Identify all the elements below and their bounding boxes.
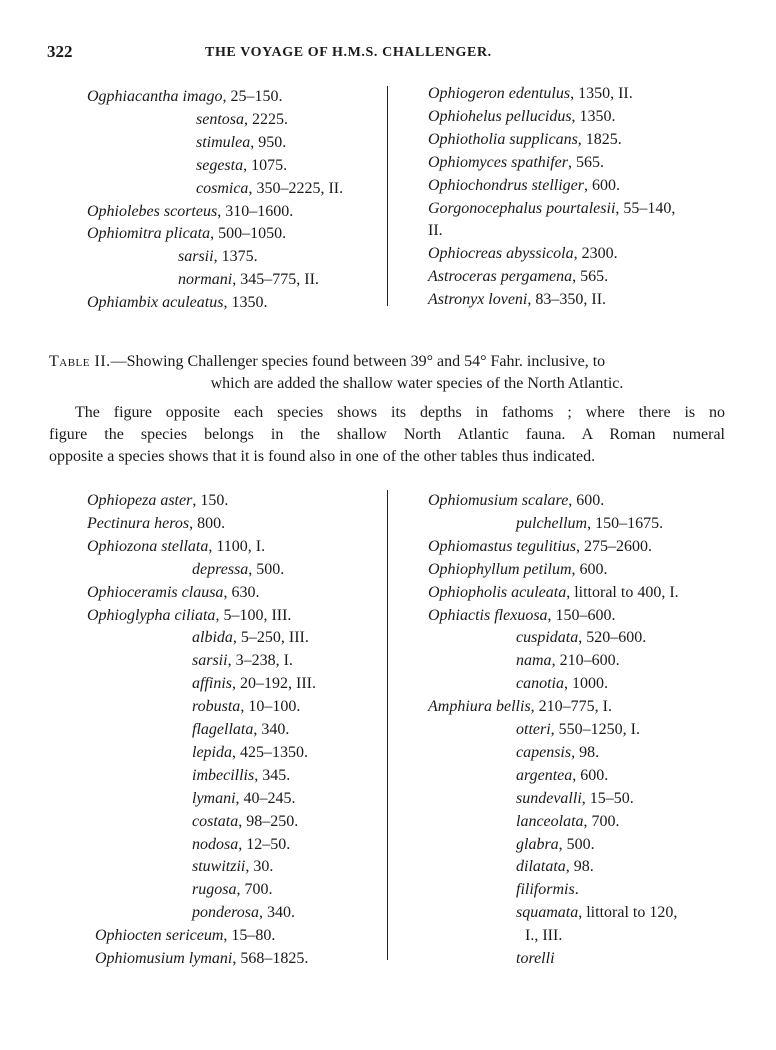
depth-range: 340. <box>261 721 290 738</box>
depth-range: 345. <box>262 766 291 784</box>
species-entry: canotia, 1000. <box>516 675 608 693</box>
species-name: stimulea <box>196 133 251 151</box>
species-name: sentosa <box>196 110 244 128</box>
species-entry: cosmica, 350–2225, II. <box>196 179 344 197</box>
genus-name: Ophiactis <box>428 606 491 624</box>
depth-range: 20–192, III. <box>240 675 316 693</box>
species-entry: capensis, 98. <box>516 743 600 761</box>
species-entry: Ophiomitra plicata, 500–1050. <box>87 225 287 243</box>
species-name: aculeata <box>511 583 567 601</box>
species-entry: lymani, 40–245. <box>192 789 296 807</box>
species-name: depressa <box>192 560 249 578</box>
species-name: squamata <box>516 904 579 922</box>
species-name: imago <box>182 88 223 105</box>
species-name: stuwitzii <box>192 858 246 876</box>
depth-range: 1350, II. <box>578 85 633 102</box>
depth-range: 1350. <box>231 294 268 312</box>
intro-line: opposite a species shows that it is found also in one of the other tables thus indicated. <box>49 448 596 465</box>
depth-range: 800. <box>197 514 226 532</box>
species-name: stelliger <box>531 176 584 194</box>
species-entry: Ophioceramis clausa, 630. <box>87 583 260 601</box>
species-name: cuspidata <box>516 629 579 647</box>
species-name: imbecillis <box>192 766 255 784</box>
species-name: aculeatus <box>162 294 224 312</box>
genus-name: Ophiolebes <box>87 202 160 220</box>
depth-range: 150. <box>200 492 229 509</box>
species-entry <box>428 220 443 242</box>
species-entry: pulchellum, 150–1675. <box>516 514 664 532</box>
species-entry: Ophiomyces spathifer, 565. <box>428 153 604 171</box>
intro-line: The figure opposite each species shows its depths in fathoms ; where there is no <box>75 404 725 421</box>
species-name: costata <box>192 812 239 830</box>
depth-range: 600. <box>576 492 605 509</box>
bottom-column-divider <box>387 490 388 960</box>
species-name: stellata <box>161 537 209 555</box>
depth-range: 500. <box>256 560 285 578</box>
species-entry: segesta, 1075. <box>196 156 288 174</box>
species-name: ciliata <box>174 606 216 624</box>
depth-range: 630. <box>231 583 260 601</box>
species-entry <box>516 948 555 970</box>
species-name: petilum <box>523 560 572 578</box>
table-label: Table II. <box>49 353 111 370</box>
depth-range: 600. <box>592 176 620 194</box>
depth-range: 98. <box>573 858 594 876</box>
genus-name: Ophiocten <box>95 927 162 945</box>
genus-name: Ogphiacantha <box>87 88 179 105</box>
species-entry: cuspidata, 520–600. <box>516 629 647 647</box>
table-caption-line2: which are added the shallow water species of the North Atlantic. <box>210 375 624 392</box>
species-name: glabra <box>516 835 559 853</box>
species-entry: stimulea, 950. <box>196 133 287 151</box>
species-name: flexuosa <box>494 606 548 624</box>
species-name: normani <box>178 271 233 289</box>
species-name: heros <box>154 514 190 532</box>
species-entry: stuwitzii, 30. <box>192 858 274 876</box>
depth-range: 1075. <box>251 156 288 174</box>
species-entry: sarsii, 3–238, I. <box>192 652 293 670</box>
depth-range: 83–350, II. <box>535 291 607 309</box>
genus-name: Ophiomusium <box>95 950 185 967</box>
species-entry: nodosa, 12–50. <box>192 835 291 853</box>
depth-range: 550–1250, I. <box>558 721 640 738</box>
species-name: aster <box>160 492 193 509</box>
intro-line: figure the species belongs in the shallow North Atlantic fauna. A Roman numeral <box>49 426 725 443</box>
species-name: cosmica <box>196 179 249 197</box>
species-entry: costata, 98–250. <box>192 812 299 830</box>
depth-range: 5–100, III. <box>223 606 292 624</box>
depth-range: 568–1825. <box>240 950 309 967</box>
species-name: canotia <box>516 675 564 693</box>
species-name: flagellata <box>192 721 254 738</box>
species-entry: sundevalli, 15–50. <box>516 789 634 807</box>
depth-range: 700. <box>244 881 273 899</box>
depth-range: 700. <box>591 812 620 830</box>
depth-range: II. <box>428 222 443 240</box>
species-name: clausa <box>181 583 224 601</box>
depth-range: 98–250. <box>246 812 299 830</box>
species-name: robusta <box>192 698 241 716</box>
species-entry: dilatata, 98. <box>516 858 594 876</box>
species-entry: Ophiophyllum petilum, 600. <box>428 560 608 578</box>
species-entry: squamata, littoral to 120, <box>516 904 678 922</box>
species-entry: filiformis. <box>516 881 579 899</box>
table-caption-line1: —Showing Challenger species found between 39° and 54° Fahr. inclusive, to <box>110 353 606 370</box>
species-entry: Astroceras pergamena, 565. <box>428 268 609 286</box>
genus-name: Ophiophyllum <box>428 560 520 578</box>
genus-name: Ophiohelus <box>428 107 502 125</box>
genus-name: Gorgonocephalus <box>428 199 543 217</box>
depth-range: 1000. <box>572 675 608 693</box>
depth-range: littoral to 400, I. <box>574 583 679 601</box>
depth-range: 310–1600. <box>225 202 294 220</box>
species-entry: Ophiolebes scorteus, 310–1600. <box>87 202 294 220</box>
species-entry: nama, 210–600. <box>516 652 620 670</box>
species-name: nodosa <box>192 835 239 853</box>
species-name: sericeum <box>165 927 224 945</box>
species-entry: sentosa, 2225. <box>196 110 288 128</box>
species-name: nama <box>516 652 552 670</box>
genus-name: Ophiomastus <box>428 537 513 555</box>
species-name: pourtalesii <box>546 199 616 217</box>
species-name: affinis <box>192 675 233 693</box>
genus-name: Ophiomyces <box>428 153 508 171</box>
species-entry: argentea, 600. <box>516 766 609 784</box>
depth-range: 565. <box>575 153 604 171</box>
depth-range: 565. <box>580 268 609 286</box>
species-name: lymani <box>188 950 233 967</box>
species-name: sundevalli <box>516 789 582 807</box>
genus-name: Ophioceramis <box>87 583 178 601</box>
species-entry: Ophiambix aculeatus, 1350. <box>87 294 268 312</box>
depth-range: 2225. <box>252 110 288 128</box>
depth-range: 150–600. <box>555 606 616 624</box>
species-name: filiformis <box>516 881 575 899</box>
species-entry: Gorgonocephalus pourtalesii, 55–140, <box>428 199 676 217</box>
depth-range: 1825. <box>585 130 622 148</box>
species-entry: Ophiochondrus stelliger, 600. <box>428 176 620 194</box>
genus-name: Astroceras <box>428 268 497 286</box>
species-entry: Ophiomusium lymani, 568–1825. <box>95 950 309 967</box>
genus-name: Ophioglypha <box>87 606 171 624</box>
depth-range: 520–600. <box>586 629 647 647</box>
genus-name: Ophiomusium <box>428 492 518 509</box>
depth-range: 98. <box>579 743 600 761</box>
depth-range: 12–50. <box>246 835 291 853</box>
species-entry: Ophiogeron edentulus, 1350, II. <box>428 85 633 102</box>
species-name: bellis <box>496 698 531 716</box>
species-entry: Ophiozona stellata, 1100, I. <box>87 537 266 555</box>
species-name: loveni <box>488 291 528 309</box>
species-entry: Amphiura bellis, 210–775, I. <box>428 698 612 716</box>
species-entry: Pectinura heros, 800. <box>87 514 226 532</box>
depth-range: 210–775, I. <box>538 698 612 716</box>
species-entry: glabra, 500. <box>516 835 595 853</box>
species-name: plicata <box>165 225 211 243</box>
species-entry: flagellata, 340. <box>192 721 290 738</box>
species-name: albida <box>192 629 233 647</box>
species-entry: Ophiocreas abyssicola, 2300. <box>428 245 618 263</box>
depth-range: 10–100. <box>248 698 301 716</box>
species-name: capensis <box>516 743 572 761</box>
depth-range: 30. <box>253 858 274 876</box>
species-name: segesta <box>196 156 244 174</box>
species-name: torelli <box>516 950 555 967</box>
depth-range: 600. <box>580 766 609 784</box>
depth-range: I., III. <box>525 927 563 945</box>
table-caption <box>49 351 725 395</box>
intro-paragraph <box>49 402 725 468</box>
species-entry: Ophiopholis aculeata, littoral to 400, I. <box>428 583 679 601</box>
species-name: abyssicola <box>506 245 574 263</box>
species-name: dilatata <box>516 858 566 876</box>
species-entry: Ophiactis flexuosa, 150–600. <box>428 606 616 624</box>
species-name: sarsii <box>192 652 228 670</box>
species-name: edentulus <box>508 85 571 102</box>
depth-range: 1375. <box>221 248 258 266</box>
species-entry: otteri, 550–1250, I. <box>516 721 640 738</box>
genus-name: Ophiogeron <box>428 85 505 102</box>
species-name: lepida <box>192 743 232 761</box>
species-name: pergamena <box>500 268 573 286</box>
depth-range: 950. <box>258 133 287 151</box>
genus-name: Ophiocreas <box>428 245 503 263</box>
depth-range: 15–50. <box>589 789 634 807</box>
genus-name: Pectinura <box>87 514 151 532</box>
genus-name: Astronyx <box>428 291 485 309</box>
species-entry: Ophiohelus pellucidus, 1350. <box>428 107 616 125</box>
depth-range: 275–2600. <box>584 537 653 555</box>
species-name: scorteus <box>163 202 218 220</box>
depth-range: 210–600. <box>559 652 620 670</box>
species-name: supplicans <box>509 130 578 148</box>
depth-range: littoral to 120, <box>586 904 678 922</box>
species-name: otteri <box>516 721 551 738</box>
species-entry: Ophiotholia supplicans, 1825. <box>428 130 622 148</box>
genus-name: Ophiopholis <box>428 583 508 601</box>
species-name: pulchellum <box>516 514 588 532</box>
species-entry: rugosa, 700. <box>192 881 273 899</box>
running-title: THE VOYAGE OF H.M.S. CHALLENGER. <box>205 45 492 60</box>
species-entry: sarsii, 1375. <box>178 248 258 266</box>
species-entry: Ophiocten sericeum, 15–80. <box>95 927 276 945</box>
species-entry: Ophiomastus tegulitius, 275–2600. <box>428 537 653 555</box>
depth-range: 600. <box>579 560 608 578</box>
depth-range: 1350. <box>579 107 616 125</box>
species-entry: depressa, 500. <box>192 560 285 578</box>
depth-range: 340. <box>266 904 295 922</box>
depth-range: 425–1350. <box>240 743 308 761</box>
species-entry: Ophiomusium scalare, 600. <box>428 492 605 509</box>
species-entry: albida, 5–250, III. <box>192 629 309 647</box>
genus-name: Ophiomitra <box>87 225 162 243</box>
species-entry <box>525 925 562 947</box>
depth-range: 55–140, <box>623 199 676 217</box>
species-entry: Ophioglypha ciliata, 5–100, III. <box>87 606 292 624</box>
species-entry: Ogphiacantha imago, 25–150. <box>87 88 283 105</box>
species-name: lymani <box>192 789 236 807</box>
genus-name: Amphiura <box>428 698 492 716</box>
depth-range: 500. <box>566 835 595 853</box>
depth-range: 40–245. <box>243 789 296 807</box>
depth-range: 5–250, III. <box>240 629 309 647</box>
page-number: 322 <box>47 42 73 61</box>
genus-name: Ophiochondrus <box>428 176 528 194</box>
species-name: lanceolata <box>516 812 584 830</box>
species-name: tegulitius <box>516 537 577 555</box>
species-name: sarsii <box>178 248 214 266</box>
species-name: scalare <box>521 492 569 509</box>
species-entry: Astronyx loveni, 83–350, II. <box>428 291 607 309</box>
species-name: argentea <box>516 766 573 784</box>
genus-name: Ophiopeza <box>87 492 157 509</box>
depth-range: 15–80. <box>231 927 276 945</box>
species-entry: robusta, 10–100. <box>192 698 301 716</box>
top-column-divider <box>387 86 388 306</box>
species-entry: ponderosa, 340. <box>192 904 295 922</box>
genus-name: Ophiambix <box>87 294 159 312</box>
depth-range: 1100, I. <box>216 537 266 555</box>
species-entry: affinis, 20–192, III. <box>192 675 316 693</box>
species-name: ponderosa <box>192 904 259 922</box>
depth-range: 150–1675. <box>595 514 664 532</box>
species-name: pellucidus <box>505 107 572 125</box>
depth-range: 2300. <box>581 245 618 263</box>
species-name: rugosa <box>192 881 237 899</box>
depth-range: 25–150. <box>230 88 283 105</box>
genus-name: Ophiozona <box>87 537 158 555</box>
depth-range: 345–775, II. <box>240 271 319 289</box>
species-entry: lepida, 425–1350. <box>192 743 308 761</box>
genus-name: Ophiotholia <box>428 130 506 148</box>
species-entry: lanceolata, 700. <box>516 812 620 830</box>
species-entry: Ophiopeza aster, 150. <box>87 492 229 509</box>
species-entry: normani, 345–775, II. <box>178 271 319 289</box>
species-entry: imbecillis, 345. <box>192 766 291 784</box>
depth-range: 500–1050. <box>218 225 287 243</box>
depth-range: 3–238, I. <box>235 652 293 670</box>
depth-range: 350–2225, II. <box>256 179 344 197</box>
species-name: spathifer <box>511 153 568 171</box>
